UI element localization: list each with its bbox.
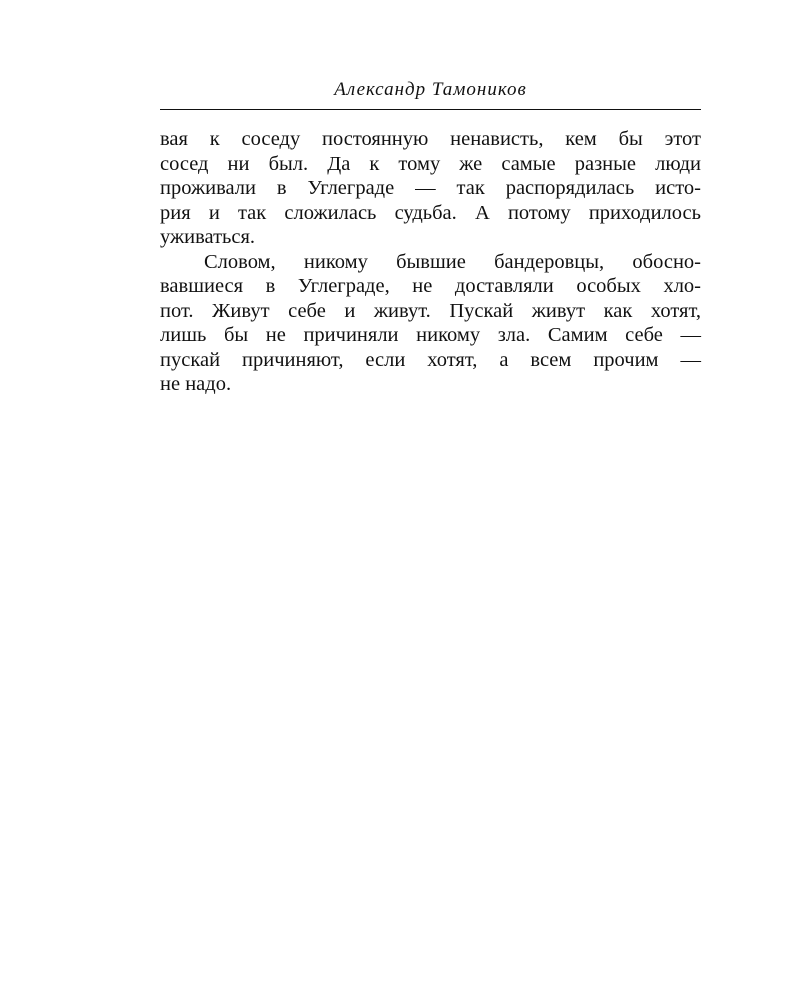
text-line: вая к соседу постоянную ненависть, кем бы этот xyxy=(160,128,701,150)
text-line: не надо. xyxy=(160,373,232,395)
paragraph-1 xyxy=(160,127,701,250)
text-line: пускай причиняют, если хотят, а всем прочим — xyxy=(160,348,701,371)
text-line: сосед ни был. Да к тому же самые разные люди xyxy=(160,152,701,175)
running-header-author: Александр Тамоников xyxy=(334,79,527,100)
body-text xyxy=(160,127,701,397)
text-line: лишь бы не причиняли никому зла. Самим себе — xyxy=(160,324,701,346)
text-line: пот. Живут себе и живут. Пускай живут как хотят, xyxy=(160,299,701,322)
text-line: вавшиеся в Углеграде, не доставляли особых хло- xyxy=(160,275,701,297)
paragraph-2 xyxy=(160,250,701,397)
text-line: рия и так сложилась судьба. А потому приходилось xyxy=(160,201,701,224)
text-line: уживаться. xyxy=(160,226,256,248)
text-line: Словом, никому бывшие бандеровцы, обосно- xyxy=(204,250,701,273)
header-rule xyxy=(160,109,701,110)
text-line: проживали в Углеграде — так распорядилась исто- xyxy=(160,177,701,199)
